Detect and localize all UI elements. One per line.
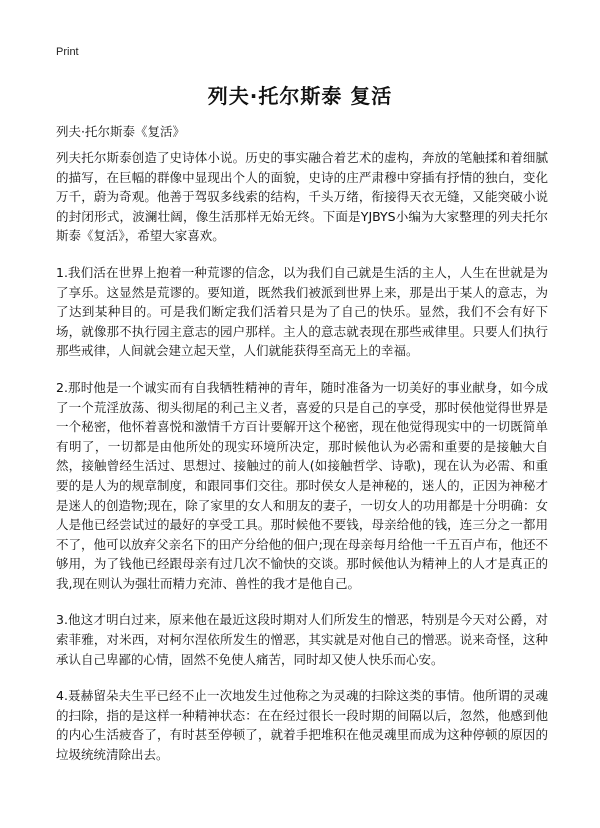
quote-paragraph-3: 3.他这才明白过来，原来他在最近这段时期对人们所发生的憎恶，特别是今天对公爵，对索菲雅，对米西，对柯尔涅依所发生的憎恶，其实就是对他自己的憎恶。说来奇怪，这种承认自己卑鄙的心情，固然不免使人痛苦，同时却又使人快乐而心安。: [56, 612, 548, 667]
document-body: [56, 148, 548, 782]
quote-paragraph-1: 1.我们活在世界上抱着一种荒谬的信念，以为我们自己就是生活的主人，人生在世就是为了享乐。这显然是荒谬的。要知道，既然我们被派到世界上来，那是出于某人的意志，为了达到某种目的。可是我们断定我们活着只是为了自己的快乐。显然，我们不会有好下场，就像那不执行园主意志的园户那样。主人的意志就表现在那些戒律里。只要人们执行那些戒律，人间就会建立起天堂，人们就能获得至高无上的幸福。: [56, 264, 548, 359]
intro-paragraph: 列夫托尔斯泰创造了史诗体小说。历史的事实融合着艺术的虚构，奔放的笔触揉和着细腻的描写，在巨幅的群像中显现出个人的面貌，史诗的庄严肃穆中穿插有抒情的独白，变化万千，蔚为奇观。他善于驾驭多线索的结构，千头万绪，衔接得天衣无缝，又能突破小说的封闭形式，波澜壮阔，像生活那样无始无终。下面是YJBYS小编为大家整理的列夫托尔斯泰《复活》，希望大家喜欢。: [56, 150, 548, 244]
quote-paragraph-2: 2.那时他是一个诚实而有自我牺牲精神的青年，随时准备为一切美好的事业献身，如今成了一个荒淫放荡、彻头彻尾的利己主义者，喜爱的只是自己的享受，那时侯他觉得世界是一个秘密，他怀着喜悦和激情千方百计要解开这个秘密，现在他觉得现实中的一切既简单有明了，一切都是由他所处的现实环境所决定，那时候他认为必需和重要的是接触大自然，接触曾经生活过、思想过、接触过的前人(如接触哲学、诗歌)，现在认为必需、和重要的是人为的规章制度，和跟同事们交往。那时侯女人是神秘的，迷人的，正因为神秘才是迷人的创造物;现在，除了家里的女人和朋友的妻子，一切女人的功用都是十分明确：女人是他已经尝试过的最好的享受工具。那时候他不要钱，母亲给他的钱，连三分之一都用不了，他可以放弃父亲名下的田产分给他的佃户;现在母亲每月给他一千五百卢布，他还不够用，为了钱他已经跟母亲有过几次不愉快的交谈。那时候他认为精神上的人才是真正的我,现在则认为强壮而精力充沛、兽性的我才是他自己。: [56, 379, 548, 591]
print-link[interactable]: Print: [56, 46, 79, 58]
document-subtitle: 列夫·托尔斯泰《复活》: [56, 124, 185, 139]
page-title: 列夫·托尔斯泰 复活: [207, 84, 393, 108]
quote-paragraph-4: 4.聂赫留朵夫生平已经不止一次地发生过他称之为灵魂的扫除这类的事情。他所谓的灵魂的扫除，指的是这样一种精神状态：在在经过很长一段时期的间隔以后，忽然，他感到他的内心生活疲沓了，有时甚至停顿了，就着手把堆积在他灵魂里而成为这种停顿的原因的垃圾统统清除出去。: [56, 688, 548, 763]
